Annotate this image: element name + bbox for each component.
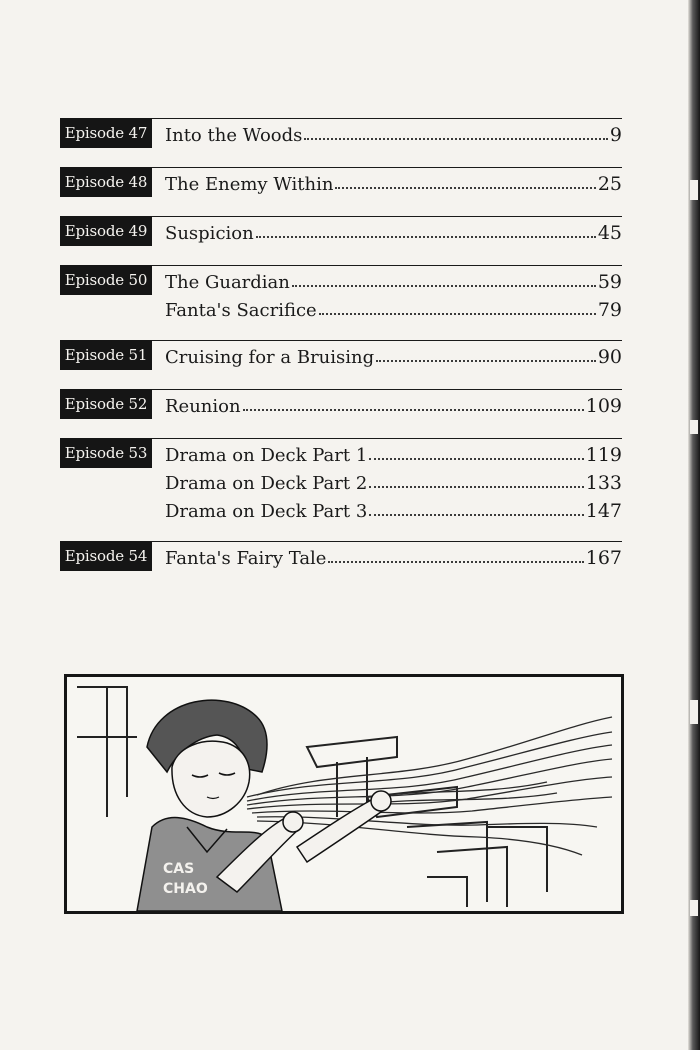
dot-leader bbox=[335, 187, 595, 189]
chapter-title: Suspicion bbox=[165, 223, 254, 244]
chapter-title: Drama on Deck Part 1 bbox=[165, 445, 368, 466]
page-number: 119 bbox=[585, 444, 622, 466]
toc-line[interactable] bbox=[165, 440, 622, 466]
divider bbox=[152, 167, 622, 168]
page-number: 147 bbox=[585, 500, 622, 522]
page-number: 9 bbox=[609, 124, 622, 146]
chapter-title: The Guardian bbox=[165, 272, 290, 293]
dot-leader bbox=[256, 236, 596, 238]
chapter-title: Cruising for a Bruising bbox=[165, 347, 375, 368]
chapter-title: Fanta's Sacrifice bbox=[165, 300, 317, 321]
toc-line[interactable] bbox=[165, 496, 622, 522]
divider bbox=[152, 541, 622, 542]
episode-label: Episode 49 bbox=[60, 216, 152, 246]
dot-leader bbox=[243, 409, 584, 411]
dot-leader bbox=[319, 313, 596, 315]
illustration-panel bbox=[64, 674, 624, 914]
episode-label: Episode 51 bbox=[60, 340, 152, 370]
episode-label: Episode 47 bbox=[60, 118, 152, 148]
chapter-title: The Enemy Within bbox=[165, 174, 334, 195]
divider bbox=[152, 216, 622, 217]
chapter-title: Reunion bbox=[165, 396, 241, 417]
chapter-title: Drama on Deck Part 2 bbox=[165, 473, 368, 494]
toc-line[interactable] bbox=[165, 169, 622, 195]
chapter-title: Into the Woods bbox=[165, 125, 303, 146]
toc-line[interactable] bbox=[165, 295, 622, 321]
divider bbox=[152, 438, 622, 439]
page-number: 59 bbox=[597, 271, 622, 293]
dot-leader bbox=[328, 561, 583, 563]
divider bbox=[152, 265, 622, 266]
flowing-hair-strands bbox=[247, 717, 612, 855]
episode-label: Episode 48 bbox=[60, 167, 152, 197]
toc-line[interactable] bbox=[165, 120, 622, 146]
manga-illustration bbox=[67, 677, 621, 911]
toc-line[interactable] bbox=[165, 218, 622, 244]
page-number: 133 bbox=[585, 472, 622, 494]
toc-line[interactable] bbox=[165, 267, 622, 293]
dot-leader bbox=[376, 360, 596, 362]
toc-line[interactable] bbox=[165, 391, 622, 417]
page-number: 25 bbox=[597, 173, 622, 195]
toc-line[interactable] bbox=[165, 468, 622, 494]
page-number: 109 bbox=[585, 395, 622, 417]
shirt-print-line-2: CHAO bbox=[163, 881, 208, 897]
dot-leader bbox=[369, 486, 583, 488]
page-number: 90 bbox=[597, 346, 622, 368]
character bbox=[137, 700, 391, 911]
chapter-title: Fanta's Fairy Tale bbox=[165, 548, 327, 569]
page-number: 79 bbox=[597, 299, 622, 321]
shirt-print-line-1: CAS bbox=[163, 861, 195, 877]
page-edge bbox=[688, 0, 700, 1050]
episode-label: Episode 54 bbox=[60, 541, 152, 571]
toc-line[interactable] bbox=[165, 342, 622, 368]
divider bbox=[152, 118, 622, 119]
dot-leader bbox=[369, 458, 583, 460]
dot-leader bbox=[292, 285, 596, 287]
chapter-title: Drama on Deck Part 3 bbox=[165, 501, 368, 522]
divider bbox=[152, 340, 622, 341]
episode-label: Episode 53 bbox=[60, 438, 152, 468]
divider bbox=[152, 389, 622, 390]
dot-leader bbox=[304, 138, 607, 140]
episode-label: Episode 50 bbox=[60, 265, 152, 295]
episode-label: Episode 52 bbox=[60, 389, 152, 419]
page-number: 45 bbox=[597, 222, 622, 244]
dot-leader bbox=[369, 514, 583, 516]
page-number: 167 bbox=[585, 547, 622, 569]
toc-line[interactable] bbox=[165, 543, 622, 569]
